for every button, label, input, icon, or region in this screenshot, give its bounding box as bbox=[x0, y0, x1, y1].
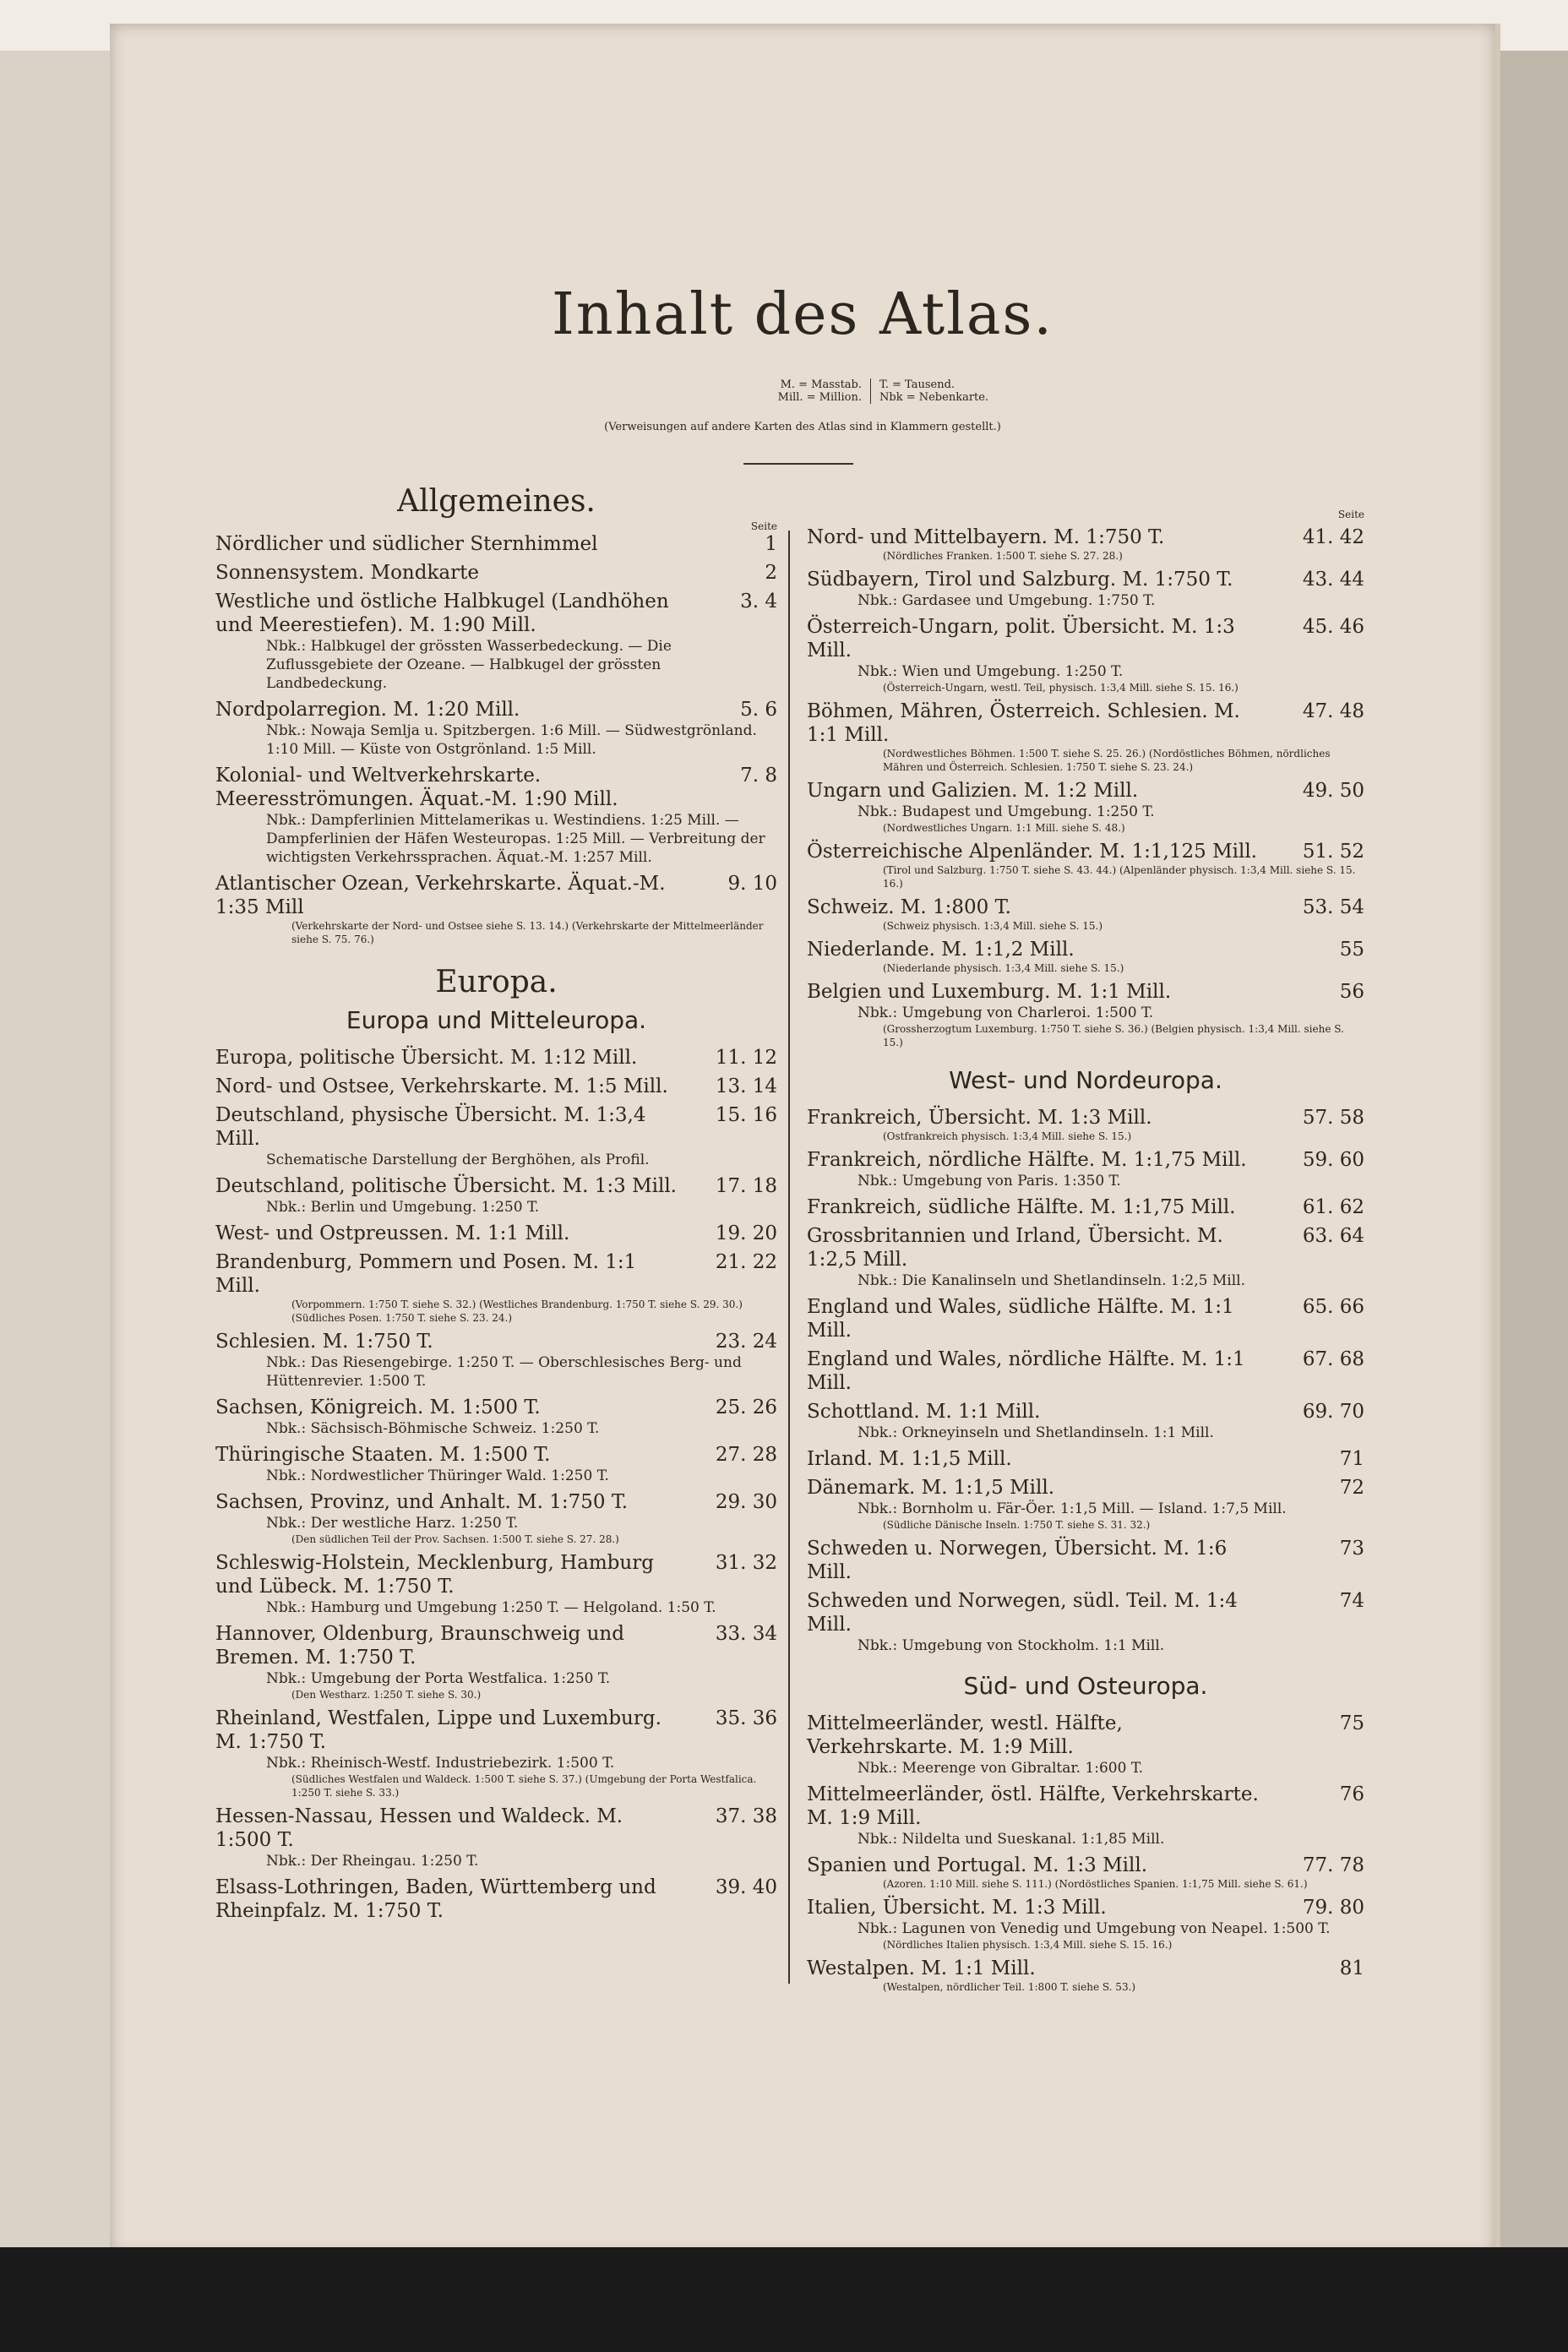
entry-title: Ungarn und Galizien. M. 1:2 Mill. bbox=[807, 780, 1139, 802]
entry-reference: (Tirol und Salzburg. 1:750 T. siehe S. 43. 44.) (Alpenländer physisch. 1:3,4 Mill. siehe S. 15. 16.) bbox=[883, 864, 1356, 890]
entry-page: 73 bbox=[1339, 1538, 1364, 1560]
entry-reference: (Österreich-Ungarn, westl. Teil, physisch. 1:3,4 Mill. siehe S. 15. 16.) bbox=[883, 682, 1239, 694]
entry-title: Italien, Übersicht. M. 1:3 Mill. bbox=[807, 1897, 1107, 1919]
entry-reference: (Nordwestliches Böhmen. 1:500 T. siehe S. 25. 26.) (Nordöstliches Böhmen, nördliches Mähren und Österreich. Schlesien. 1:750 T. siehe S. 23. 24.) bbox=[883, 748, 1331, 773]
entry-nebenkarte: Nbk.: Nordwestlicher Thüringer Wald. 1:250 T. bbox=[266, 1467, 609, 1484]
legend-note: (Verweisungen auf andere Karten des Atlas sind in Klammern gestellt.) bbox=[604, 421, 1001, 433]
toc-entry bbox=[215, 1075, 777, 1098]
entry-title: Atlantischer Ozean, Verkehrskarte. Äquat.-M. 1:35 Mill bbox=[215, 873, 666, 918]
entry-reference: (Den südlichen Teil der Prov. Sachsen. 1:500 T. siehe S. 27. 28.) bbox=[291, 1533, 619, 1545]
entry-title: Thüringische Staaten. M. 1:500 T. bbox=[215, 1444, 551, 1466]
entry-nebenkarte: Nbk.: Der westliche Harz. 1:250 T. bbox=[266, 1515, 519, 1532]
entry-nebenkarte: Nbk.: Wien und Umgebung. 1:250 T. bbox=[858, 663, 1124, 680]
entry-title: Österreichische Alpenländer. M. 1:1,125 Mill. bbox=[807, 841, 1257, 863]
entry-page: 81 bbox=[1339, 1957, 1364, 1979]
entry-reference: (Nordwestliches Ungarn. 1:1 Mill. siehe S. 48.) bbox=[883, 822, 1125, 834]
entry-page: 69. 70 bbox=[1302, 1401, 1364, 1423]
entry-reference: (Südliches Westfalen und Waldeck. 1:500 T. siehe S. 37.) (Umgebung der Porta Westfalica. 1:250 T. siehe S. 33.) bbox=[291, 1773, 757, 1799]
toc-entry bbox=[807, 1589, 1364, 1655]
toc-entry bbox=[807, 1896, 1364, 1952]
entry-title: Grossbritannien und Irland, Übersicht. M. 1:2,5 Mill. bbox=[807, 1225, 1223, 1271]
entry-title: Brandenburg, Pommern und Posen. M. 1:1 Mill. bbox=[215, 1251, 637, 1297]
page-content bbox=[110, 24, 1495, 2254]
entry-title: Schweiz. M. 1:800 T. bbox=[807, 896, 1011, 918]
toc-entry bbox=[215, 1046, 777, 1070]
entry-page: 49. 50 bbox=[1302, 780, 1364, 802]
entry-title: Europa, politische Übersicht. M. 1:12 Mill. bbox=[215, 1047, 638, 1069]
entry-title: Schweden und Norwegen, südl. Teil. M. 1:4 Mill. bbox=[807, 1590, 1238, 1636]
entry-page: 2 bbox=[765, 562, 777, 584]
entry-page: 51. 52 bbox=[1302, 841, 1364, 863]
entry-page: 56 bbox=[1339, 981, 1364, 1003]
entry-title: Nördlicher und südlicher Sternhimmel bbox=[215, 533, 598, 555]
atlas-page bbox=[110, 24, 1500, 2254]
entry-page: 25. 26 bbox=[715, 1396, 777, 1418]
toc-entry bbox=[807, 1783, 1364, 1848]
toc-entry bbox=[215, 532, 777, 556]
entry-nebenkarte: Nbk.: Hamburg und Umgebung 1:250 T. — Helgoland. 1:50 T. bbox=[266, 1599, 716, 1616]
toc-entry bbox=[807, 615, 1364, 694]
entry-title: Hannover, Oldenburg, Braunschweig und Bremen. M. 1:750 T. bbox=[215, 1623, 624, 1669]
europa-list bbox=[215, 1046, 777, 1923]
entry-title: Frankreich, nördliche Hälfte. M. 1:1,75 Mill. bbox=[807, 1149, 1247, 1171]
entry-page: 59. 60 bbox=[1302, 1149, 1364, 1171]
entry-page: 5. 6 bbox=[740, 699, 777, 721]
entry-nebenkarte: Nbk.: Lagunen von Venedig und Umgebung von Neapel. 1:500 T. bbox=[858, 1920, 1331, 1937]
entry-reference: (Ostfrankreich physisch. 1:3,4 Mill. siehe S. 15.) bbox=[883, 1130, 1132, 1142]
entry-title: Nord- und Ostsee, Verkehrskarte. M. 1:5 Mill. bbox=[215, 1075, 668, 1097]
toc-entry bbox=[215, 1551, 777, 1617]
entry-page: 1 bbox=[765, 533, 777, 555]
entry-nebenkarte: Nbk.: Budapest und Umgebung. 1:250 T. bbox=[858, 803, 1155, 820]
section-europa-heading: Europa. bbox=[435, 965, 558, 999]
toc-entry bbox=[807, 1537, 1364, 1584]
entry-page: 23. 24 bbox=[715, 1331, 777, 1353]
title-rule bbox=[743, 463, 853, 465]
entry-title: Sonnensystem. Mondkarte bbox=[215, 562, 479, 584]
toc-entry bbox=[807, 1224, 1364, 1290]
entry-title: Schleswig-Holstein, Mecklenburg, Hamburg und Lübeck. M. 1:750 T. bbox=[215, 1552, 654, 1598]
entry-nebenkarte: Nbk.: Umgebung von Stockholm. 1:1 Mill. bbox=[858, 1637, 1165, 1654]
entry-reference: (Verkehrskarte der Nord- und Ostsee siehe S. 13. 14.) (Verkehrskarte der Mittelmeerländer siehe S. 75. 76.) bbox=[291, 920, 764, 945]
entry-title: Nordpolarregion. M. 1:20 Mill. bbox=[215, 699, 520, 721]
entry-reference: (Grossherzogtum Luxemburg. 1:750 T. siehe S. 36.) (Belgien physisch. 1:3,4 Mill. siehe S. 15.) bbox=[883, 1023, 1344, 1048]
entry-nebenkarte: Nbk.: Umgebung von Charleroi. 1:500 T. bbox=[858, 1004, 1154, 1021]
entry-nebenkarte: Nbk.: Das Riesengebirge. 1:250 T. — Oberschlesisches Berg- und Hüttenrevier. 1:500 T. bbox=[266, 1354, 742, 1390]
legend-million: Mill. = Million. bbox=[777, 391, 862, 404]
entry-page: 72 bbox=[1339, 1477, 1364, 1499]
entry-page: 77. 78 bbox=[1302, 1854, 1364, 1876]
toc-entry bbox=[807, 1957, 1364, 1994]
entry-page: 15. 16 bbox=[715, 1104, 777, 1126]
entry-page: 21. 22 bbox=[715, 1251, 777, 1273]
entry-page: 57. 58 bbox=[1302, 1107, 1364, 1129]
entry-page: 7. 8 bbox=[740, 765, 777, 787]
entry-nebenkarte: Nbk.: Bornholm u. Fär-Öer. 1:1,5 Mill. — Island. 1:7,5 Mill. bbox=[858, 1500, 1287, 1517]
seite-label-right: Seite bbox=[1337, 509, 1364, 520]
legend-masstab: M. = Masstab. bbox=[780, 378, 862, 391]
entry-page: 75 bbox=[1339, 1712, 1364, 1734]
section-sued-heading: Süd- und Osteuropa. bbox=[963, 1672, 1208, 1700]
entry-nebenkarte: Nbk.: Halbkugel der grössten Wasserbedeckung. — Die Zuflussgebiete der Ozeane. — Halbkugel der grössten Landbedeckung. bbox=[266, 638, 672, 692]
entry-page: 11. 12 bbox=[715, 1047, 777, 1069]
toc-entry bbox=[215, 1443, 777, 1485]
entry-page: 71 bbox=[1339, 1448, 1364, 1470]
entry-title: Niederlande. M. 1:1,2 Mill. bbox=[807, 939, 1075, 961]
entry-title: Spanien und Portugal. M. 1:3 Mill. bbox=[807, 1854, 1148, 1876]
entry-page: 9. 10 bbox=[727, 873, 777, 895]
left-column bbox=[215, 484, 777, 1928]
toc-entry bbox=[215, 698, 777, 759]
entry-title: Schlesien. M. 1:750 T. bbox=[215, 1331, 433, 1353]
entry-page: 43. 44 bbox=[1302, 569, 1364, 591]
entry-page: 45. 46 bbox=[1302, 616, 1364, 638]
toc-entry bbox=[807, 1106, 1364, 1143]
entry-page: 67. 68 bbox=[1302, 1348, 1364, 1370]
entry-nebenkarte: Nbk.: Nildelta und Sueskanal. 1:1,85 Mill. bbox=[858, 1831, 1165, 1848]
toc-entry bbox=[807, 1400, 1364, 1442]
entry-title: Hessen-Nassau, Hessen und Waldeck. M. 1:500 T. bbox=[215, 1805, 623, 1851]
entry-title: Sachsen, Provinz, und Anhalt. M. 1:750 T. bbox=[215, 1491, 629, 1513]
right-column bbox=[807, 509, 1364, 1999]
toc-entry bbox=[215, 1622, 777, 1701]
entry-title: Belgien und Luxemburg. M. 1:1 Mill. bbox=[807, 981, 1172, 1003]
entry-page: 39. 40 bbox=[715, 1876, 777, 1898]
entry-nebenkarte: Nbk.: Die Kanalinseln und Shetlandinseln. 1:2,5 Mill. bbox=[858, 1272, 1245, 1289]
entry-title: Elsass-Lothringen, Baden, Württemberg und Rheinpfalz. M. 1:750 T. bbox=[215, 1876, 656, 1922]
entry-nebenkarte: Nbk.: Rheinisch-Westf. Industriebezirk. 1:500 T. bbox=[266, 1755, 615, 1772]
entry-page: 47. 48 bbox=[1302, 700, 1364, 722]
toc-entry bbox=[215, 1330, 777, 1391]
toc-entry bbox=[807, 840, 1364, 890]
entry-title: Böhmen, Mähren, Österreich. Schlesien. M. 1:1 Mill. bbox=[807, 700, 1240, 746]
entry-title: Nord- und Mittelbayern. M. 1:750 T. bbox=[807, 526, 1165, 548]
toc-entry bbox=[807, 1854, 1364, 1891]
entry-title: England und Wales, nördliche Hälfte. M. 1:1 Mill. bbox=[807, 1348, 1245, 1394]
entry-title: Westalpen. M. 1:1 Mill. bbox=[807, 1957, 1036, 1979]
west-list bbox=[807, 1106, 1364, 1655]
entry-nebenkarte: Schematische Darstellung der Berghöhen, als Profil. bbox=[266, 1152, 650, 1168]
legend-right bbox=[870, 378, 988, 404]
entry-page: 63. 64 bbox=[1302, 1225, 1364, 1247]
entry-title: Mittelmeerländer, westl. Hälfte, Verkehrskarte. M. 1:9 Mill. bbox=[807, 1712, 1123, 1758]
toc-entry bbox=[807, 568, 1364, 610]
toc-entry bbox=[807, 1195, 1364, 1219]
entry-nebenkarte: Nbk.: Gardasee und Umgebung. 1:750 T. bbox=[858, 592, 1156, 609]
page-title: Inhalt des Atlas. bbox=[551, 281, 1054, 348]
table-surface bbox=[0, 2247, 1568, 2352]
toc-entry bbox=[807, 938, 1364, 975]
entry-title: Österreich-Ungarn, polit. Übersicht. M. 1:3 Mill. bbox=[807, 616, 1235, 662]
section-allgemeines-heading: Allgemeines. bbox=[397, 484, 596, 519]
entry-reference: (Schweiz physisch. 1:3,4 Mill. siehe S. 15.) bbox=[883, 920, 1103, 932]
seite-label-left: Seite bbox=[750, 520, 777, 532]
entry-page: 3. 4 bbox=[740, 591, 777, 612]
entry-title: England und Wales, südliche Hälfte. M. 1:1 Mill. bbox=[807, 1296, 1234, 1342]
entry-title: Westliche und östliche Halbkugel (Landhöhen und Meerestiefen). M. 1:90 Mill. bbox=[215, 591, 669, 636]
entry-nebenkarte: Nbk.: Umgebung der Porta Westfalica. 1:250 T. bbox=[266, 1670, 611, 1687]
entry-title: Deutschland, politische Übersicht. M. 1:3 Mill. bbox=[215, 1175, 677, 1197]
toc-entry bbox=[215, 1396, 777, 1438]
toc-entry bbox=[807, 980, 1364, 1049]
toc-entry bbox=[215, 590, 777, 693]
toc-entry bbox=[215, 561, 777, 585]
entry-title: Frankreich, Übersicht. M. 1:3 Mill. bbox=[807, 1107, 1152, 1129]
entry-nebenkarte: Nbk.: Dampferlinien Mittelamerikas u. Westindiens. 1:25 Mill. — Dampferlinien der Häfen Westeuropas. 1:25 Mill. — Verbreitung der wichtigsten Verkehrssprachen. Äquat.-M. 1:257 Mill. bbox=[266, 812, 765, 866]
entry-title: Deutschland, physische Übersicht. M. 1:3,4 Mill. bbox=[215, 1104, 646, 1150]
entry-title: Mittelmeerländer, östl. Hälfte, Verkehrskarte. M. 1:9 Mill. bbox=[807, 1783, 1259, 1829]
toc-entry bbox=[215, 872, 777, 946]
section-europa-subheading: Europa und Mitteleuropa. bbox=[346, 1006, 647, 1034]
entry-nebenkarte: Nbk.: Nowaja Semlja u. Spitzbergen. 1:6 Mill. — Südwestgrönland. 1:10 Mill. — Küste von Ostgrönland. 1:5 Mill. bbox=[266, 722, 757, 758]
entry-title: Kolonial- und Weltverkehrskarte. Meeresströmungen. Äquat.-M. 1:90 Mill. bbox=[215, 765, 618, 810]
entry-reference: (Südliche Dänische Inseln. 1:750 T. siehe S. 31. 32.) bbox=[883, 1519, 1151, 1531]
entry-page: 55 bbox=[1339, 939, 1364, 961]
toc-entry bbox=[807, 779, 1364, 835]
entry-title: Schottland. M. 1:1 Mill. bbox=[807, 1401, 1041, 1423]
entry-page: 37. 38 bbox=[715, 1805, 777, 1827]
entry-page: 31. 32 bbox=[715, 1552, 777, 1574]
toc-entry bbox=[807, 1447, 1364, 1471]
entry-nebenkarte: Nbk.: Der Rheingau. 1:250 T. bbox=[266, 1853, 479, 1870]
toc-entry bbox=[807, 700, 1364, 774]
toc-entry bbox=[807, 1295, 1364, 1342]
toc-entry bbox=[215, 1490, 777, 1546]
book-edge-left bbox=[0, 0, 118, 2352]
entry-nebenkarte: Nbk.: Umgebung von Paris. 1:350 T. bbox=[858, 1173, 1121, 1190]
entry-nebenkarte: Nbk.: Orkneyinseln und Shetlandinseln. 1:1 Mill. bbox=[858, 1424, 1214, 1441]
toc-entry bbox=[215, 1876, 777, 1923]
toc-entry bbox=[807, 1348, 1364, 1395]
entry-title: Frankreich, südliche Hälfte. M. 1:1,75 Mill. bbox=[807, 1196, 1236, 1218]
toc-entry bbox=[215, 764, 777, 867]
section-west-heading: West- und Nordeuropa. bbox=[949, 1066, 1222, 1094]
toc-entry bbox=[215, 1250, 777, 1325]
entry-page: 33. 34 bbox=[715, 1623, 777, 1645]
entry-page: 35. 36 bbox=[715, 1707, 777, 1729]
entry-title: Rheinland, Westfalen, Lippe und Luxemburg. M. 1:750 T. bbox=[215, 1707, 662, 1753]
entry-reference: (Niederlande physisch. 1:3,4 Mill. siehe S. 15.) bbox=[883, 962, 1124, 974]
sued-list bbox=[807, 1712, 1364, 1994]
entry-page: 74 bbox=[1339, 1590, 1364, 1612]
legend-nebenkarte: Nbk = Nebenkarte. bbox=[879, 391, 989, 404]
entry-reference: (Den Westharz. 1:250 T. siehe S. 30.) bbox=[291, 1689, 482, 1701]
toc-entry bbox=[215, 1707, 777, 1799]
entry-page: 61. 62 bbox=[1302, 1196, 1364, 1218]
entry-reference: (Nördliches Italien physisch. 1:3,4 Mill. siehe S. 15. 16.) bbox=[883, 1939, 1173, 1951]
allgemeines-list bbox=[215, 532, 777, 946]
toc-entry bbox=[807, 896, 1364, 933]
entry-page: 29. 30 bbox=[715, 1491, 777, 1513]
entry-page: 13. 14 bbox=[715, 1075, 777, 1097]
toc-entry bbox=[807, 1712, 1364, 1778]
entry-page: 76 bbox=[1339, 1783, 1364, 1805]
entry-nebenkarte: Nbk.: Berlin und Umgebung. 1:250 T. bbox=[266, 1199, 540, 1216]
toc-entry bbox=[215, 1805, 777, 1870]
entry-reference: (Azoren. 1:10 Mill. siehe S. 111.) (Nordöstliches Spanien. 1:1,75 Mill. siehe S. 61.) bbox=[883, 1878, 1308, 1890]
toc-entry bbox=[807, 525, 1364, 563]
toc-entry bbox=[215, 1222, 777, 1245]
entry-title: Südbayern, Tirol und Salzburg. M. 1:750 T. bbox=[807, 569, 1233, 591]
toc-entry bbox=[215, 1174, 777, 1217]
toc-entry bbox=[215, 1103, 777, 1169]
mitteleuropa-list bbox=[807, 525, 1364, 1049]
entry-reference: (Nördliches Franken. 1:500 T. siehe S. 27. 28.) bbox=[883, 550, 1123, 562]
entry-title: Dänemark. M. 1:1,5 Mill. bbox=[807, 1477, 1055, 1499]
entry-title: Irland. M. 1:1,5 Mill. bbox=[807, 1448, 1012, 1470]
toc-entry bbox=[807, 1148, 1364, 1190]
entry-page: 27. 28 bbox=[715, 1444, 777, 1466]
legend-tausend: T. = Tausend. bbox=[879, 378, 956, 391]
entry-page: 19. 20 bbox=[715, 1222, 777, 1244]
entry-page: 53. 54 bbox=[1302, 896, 1364, 918]
entry-nebenkarte: Nbk.: Sächsisch-Böhmische Schweiz. 1:250 T. bbox=[266, 1420, 600, 1437]
legend-left bbox=[667, 378, 862, 404]
entry-reference: (Westalpen, nördlicher Teil. 1:800 T. siehe S. 53.) bbox=[883, 1981, 1136, 1993]
entry-nebenkarte: Nbk.: Meerenge von Gibraltar. 1:600 T. bbox=[858, 1760, 1144, 1777]
entry-reference: (Vorpommern. 1:750 T. siehe S. 32.) (Westliches Brandenburg. 1:750 T. siehe S. 29. 30.) (Südliches Posen. 1:750 T. siehe S. 23. 24.) bbox=[291, 1298, 743, 1324]
entry-page: 65. 66 bbox=[1302, 1296, 1364, 1318]
toc-entry bbox=[807, 1476, 1364, 1532]
column-divider bbox=[788, 531, 790, 1984]
entry-page: 41. 42 bbox=[1302, 526, 1364, 548]
entry-page: 79. 80 bbox=[1302, 1897, 1364, 1919]
entry-title: Schweden u. Norwegen, Übersicht. M. 1:6 Mill. bbox=[807, 1538, 1228, 1583]
entry-title: Sachsen, Königreich. M. 1:500 T. bbox=[215, 1396, 541, 1418]
entry-title: West- und Ostpreussen. M. 1:1 Mill. bbox=[215, 1222, 570, 1244]
entry-page: 17. 18 bbox=[715, 1175, 777, 1197]
